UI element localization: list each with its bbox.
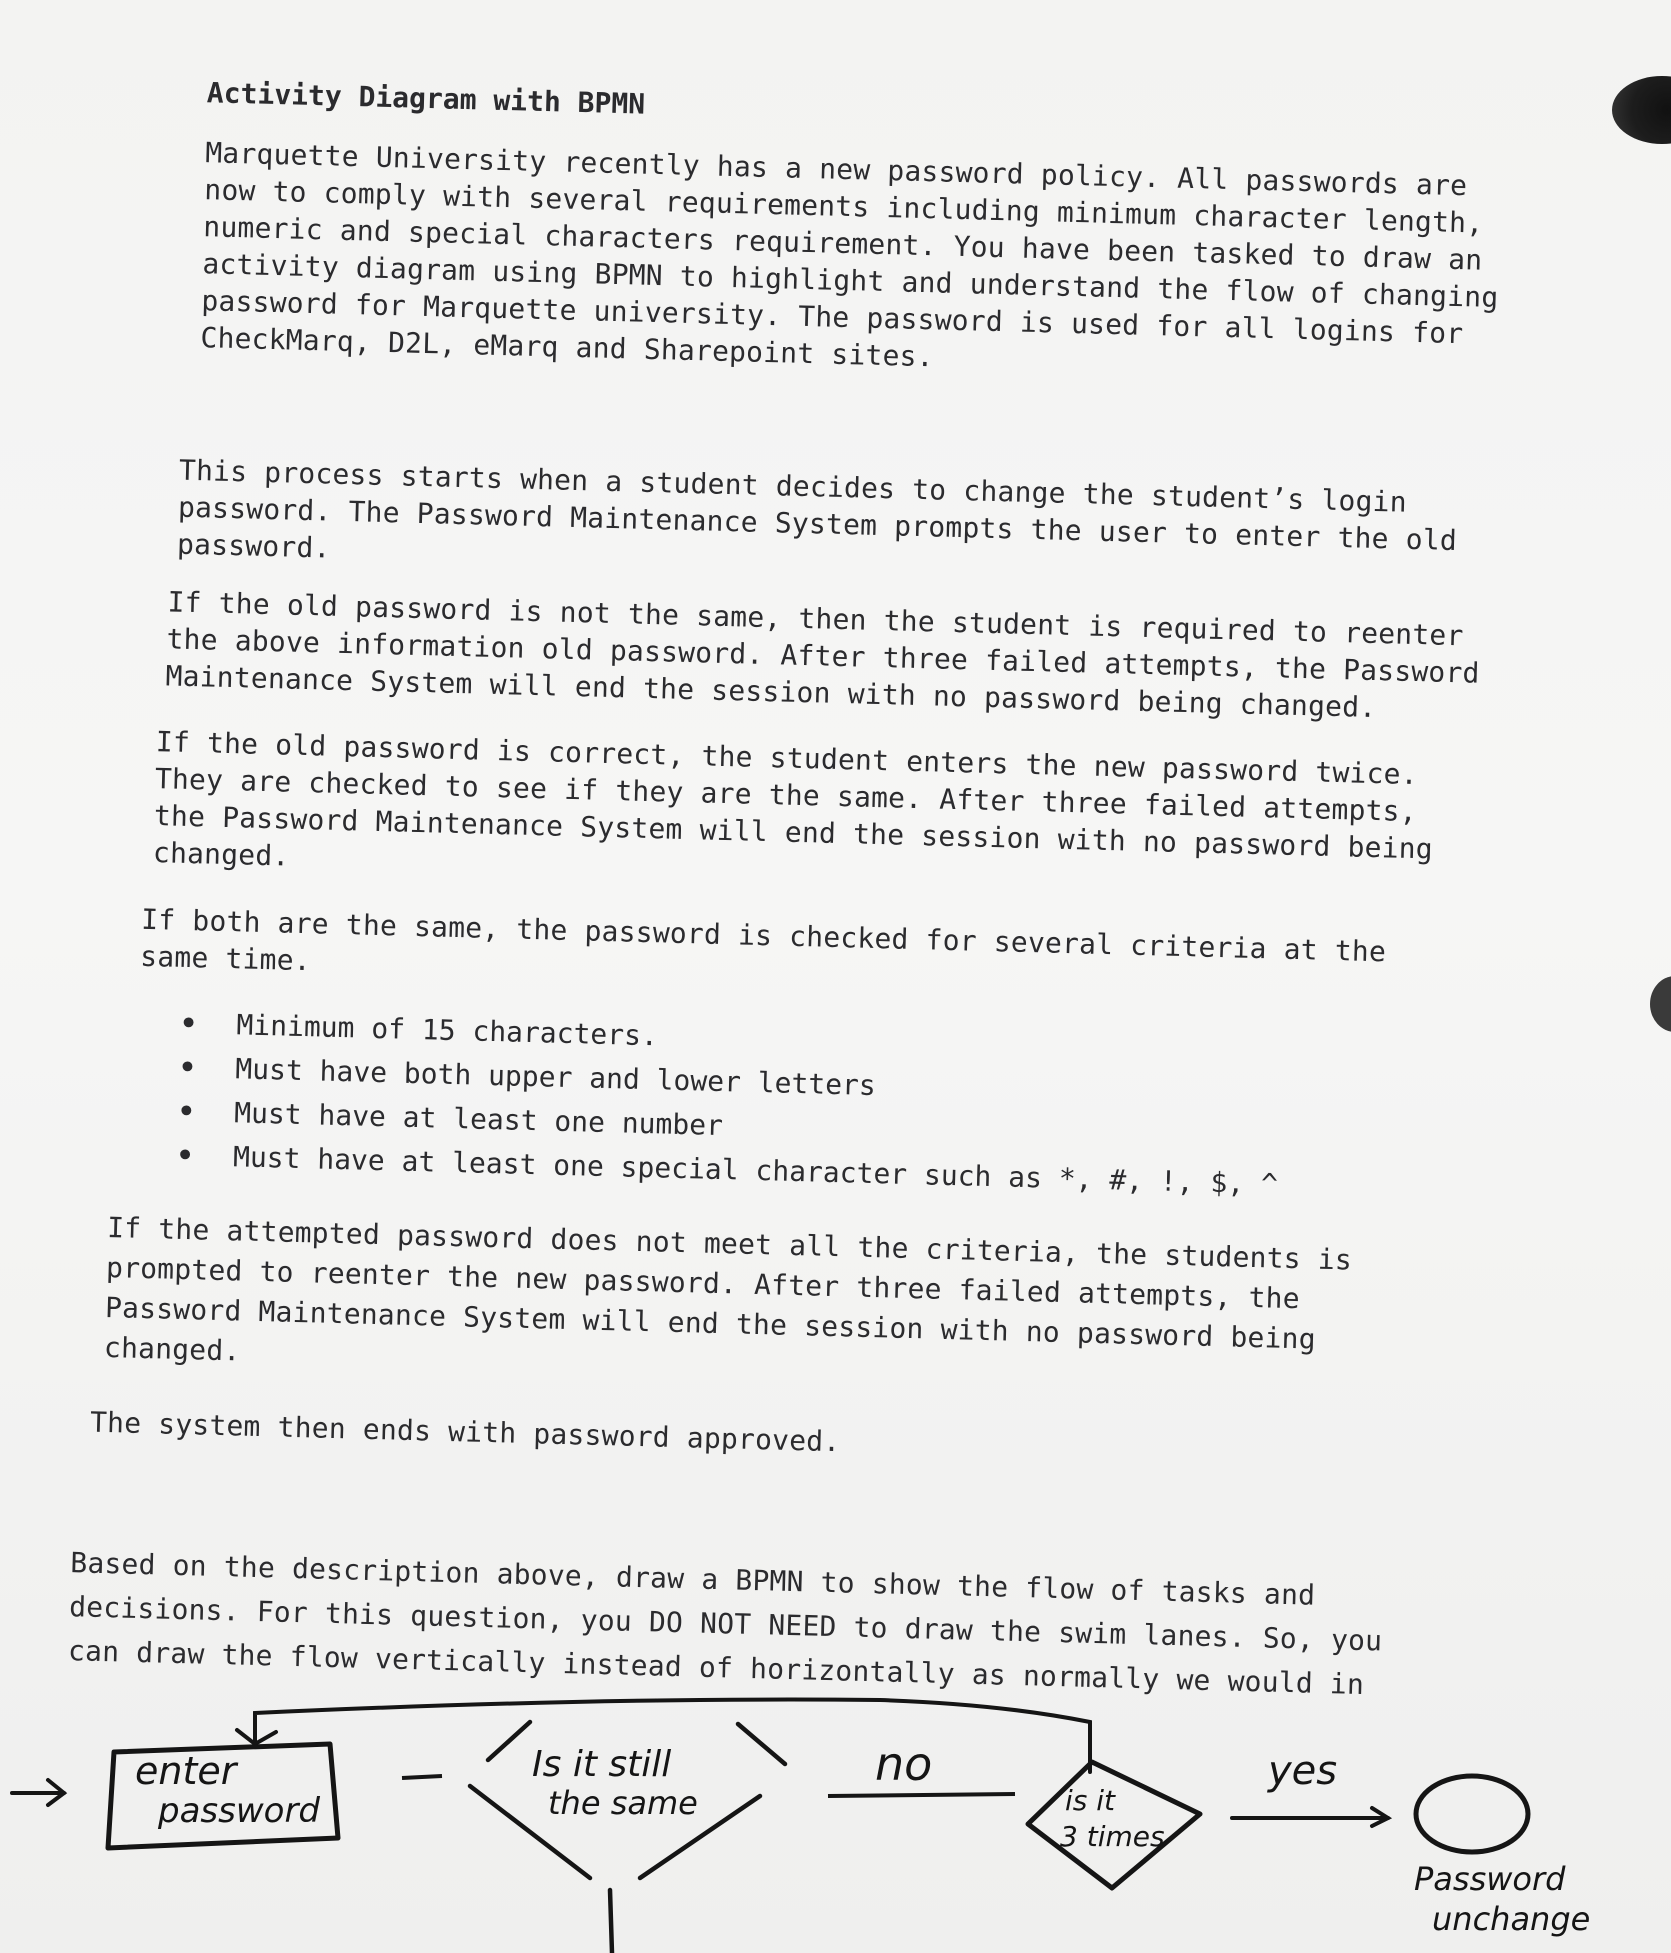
end-event-line1: Password — [1414, 1860, 1566, 1898]
task-label-line2: password — [158, 1791, 321, 1831]
intro-paragraph: Marquette University recently has a new password policy. All passwords are now to comply with several requirements including minimum character length, numeric and special characters requirement. You have been tasked to draw an activity diagram using BPMN to highlight and understand the flow of changing password for Marquette university. The password is used for all logins for CheckMarq, D2L, eMarq and Sharepoint sites. — [200, 136, 1499, 374]
old-password-correct-paragraph: If the old password is correct, the student enters the new password twice. They are checked to see if they are the same. After three failed attempts, the Password Maintenance System will end the session with no password being changed. — [152, 725, 1434, 873]
enter-password-task — [108, 1744, 338, 1848]
document-title: Activity Diagram with BPMN — [206, 76, 646, 121]
criteria-fail-paragraph: If the attempted password does not meet all the criteria, the students is prompted to reenter the new password. After three failed attempts, the Password Maintenance System will end the session with no password being changed. — [103, 1210, 1353, 1368]
connector-yes — [1232, 1808, 1388, 1826]
gateway-times-line2: 3 times — [1060, 1820, 1165, 1853]
connector-no — [828, 1794, 1015, 1796]
system-end-paragraph: The system then ends with password approved. — [89, 1405, 841, 1459]
flow-label-no: no — [875, 1737, 933, 1791]
process-start-paragraph: This process starts when a student decides to change the student’s login password. The Password Maintenance System prompts the user to enter the old password. — [176, 453, 1458, 565]
question-paragraph: Based on the description above, draw a BPMN to show the flow of tasks and decisions. For this question, you DO NOT NEED to draw the swim lanes. So, you can draw the flow vertically instead of horizontally as normally we would in — [67, 1546, 1383, 1702]
task-label-line1: enter — [135, 1749, 237, 1793]
old-password-fail-paragraph: If the old password is not the same, then the student is required to reenter the above information old password. After three failed attempts, the Password Maintenance System will end the session with no password being changed. — [165, 585, 1481, 725]
gateway-times-line1: is it — [1065, 1784, 1116, 1817]
criteria-item: • Must have both upper and lower letters — [177, 1046, 1478, 1124]
gateway-same-line1: Is it still — [532, 1744, 672, 1785]
end-event-line2: unchange — [1432, 1900, 1591, 1938]
flow-label-yes: yes — [1268, 1748, 1338, 1794]
gateway-same-line2: the same — [548, 1784, 698, 1822]
end-event — [1414, 1776, 1590, 1938]
start-arrow — [12, 1780, 64, 1805]
criteria-item: • Must have at least one special character such as *, #, !, $, ^ — [175, 1134, 1476, 1212]
both-same-paragraph: If both are the same, the password is checked for several criteria at the same time. — [139, 902, 1387, 978]
connector-task-decision — [402, 1776, 442, 1778]
criteria-item: • Must have at least one number — [176, 1090, 1477, 1168]
three-times-gateway — [1028, 1762, 1200, 1888]
criteria-item: • Minimum of 15 characters. — [178, 1002, 1479, 1080]
